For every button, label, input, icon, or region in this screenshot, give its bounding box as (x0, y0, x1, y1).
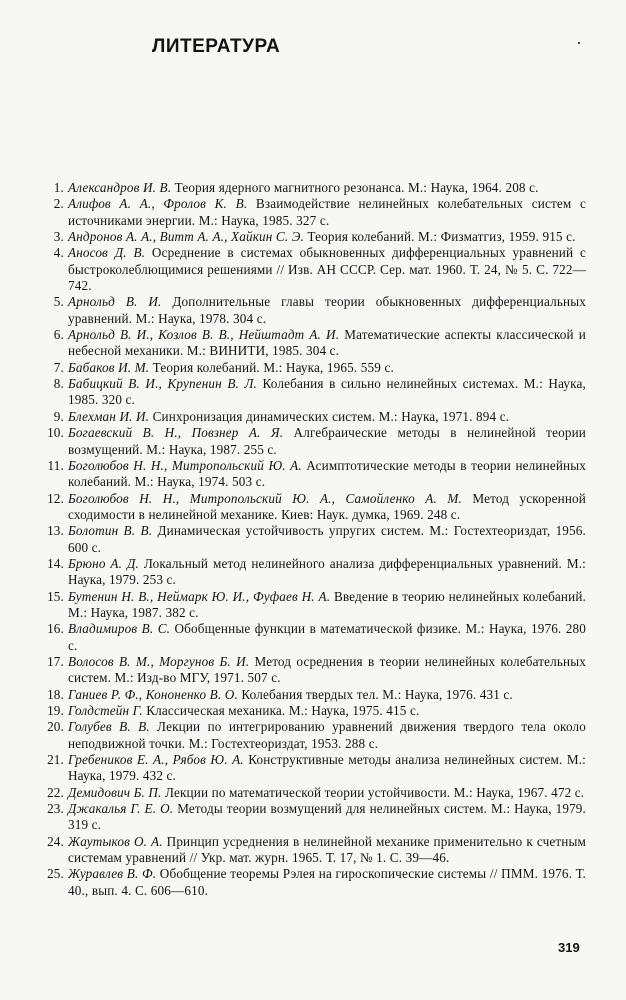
reference-number: 9. (53, 408, 64, 424)
reference-text: Математические аспекты классической и небесной механики. М.: ВИНИТИ, 1985. 304 с. (68, 327, 586, 359)
reference-number: 18. (47, 686, 64, 702)
reference-number: 19. (47, 703, 64, 718)
reference-item (38, 785, 586, 801)
reference-number: 22. (47, 784, 64, 800)
reference-number: 2. (53, 196, 64, 212)
reference-authors: Журавлев В. Ф. (68, 866, 157, 882)
reference-authors: Голубев В. В. (68, 719, 150, 735)
reference-item (38, 245, 586, 294)
reference-text: Теория колебаний. М.: Физматгиз, 1959. 915 с. (303, 229, 576, 245)
page-number: 319 (558, 940, 580, 955)
reference-item (38, 834, 586, 867)
reference-number: 6. (53, 327, 64, 343)
reference-text: Классическая механика. М.: Наука, 1975. 415 с. (142, 703, 420, 718)
reference-text: Теория колебаний. М.: Наука, 1965. 559 с. (149, 359, 394, 375)
reference-authors: Боголюбов Н. Н., Митропольский Ю. А., Самойленко А. М. (68, 490, 462, 506)
reference-authors: Аносов Д. В. (68, 245, 146, 261)
reference-item (38, 801, 586, 834)
reference-number: 4. (53, 245, 64, 261)
reference-text: Метод ускоренной сходимости в нелинейной механике. Киев: Наук. думка, 1969. 248 с. (68, 490, 586, 522)
reference-authors: Гребеников Е. А., Рябов Ю. А. (68, 752, 244, 768)
reference-item (38, 752, 586, 785)
reference-number: 21. (47, 752, 64, 768)
reference-text: Синхронизация динамических систем. М.: Наука, 1971. 894 с. (149, 408, 510, 424)
reference-authors: Бабицкий В. И., Крупенин В. Л. (68, 376, 258, 392)
reference-number: 13. (47, 523, 64, 539)
reference-list (38, 180, 586, 899)
reference-item (38, 703, 586, 719)
reference-number: 25. (47, 866, 64, 882)
reference-authors: Брюно А. Д. (68, 555, 139, 571)
reference-number: 7. (53, 359, 64, 375)
reference-text: Осреднение в системах обыкновенных дифференциальных уравнений с быстроколеблющимися решениями // Изв. АН СССР. Сер. мат. 1960. Т. 24, № 5. С. 722—742. (68, 245, 586, 294)
reference-text: Обобщение теоремы Рэлея на гироскопические системы // ПММ. 1976. Т. 40., вып. 4. С. 606—610. (68, 866, 586, 898)
reference-authors: Ганиев Р. Ф., Кононенко В. О. (68, 686, 238, 702)
reference-text: Локальный метод нелинейного анализа дифференциальных уравнений. М.: Наука, 1979. 253 с. (68, 555, 586, 588)
reference-text: Алгебраические методы в нелинейной теории возмущений. М.: Наука, 1987. 255 с. (68, 425, 587, 457)
reference-authors: Демидович Б. П. (68, 784, 162, 800)
reference-number: 15. (47, 588, 64, 604)
reference-authors: Бутенин Н. В., Неймарк Ю. И., Фуфаев Н. А. (68, 588, 331, 604)
reference-authors: Волосов В. М., Моргунов Б. И. (68, 653, 250, 669)
reference-item (38, 458, 586, 491)
reference-number: 3. (53, 229, 64, 245)
reference-text: Асимптотические методы в теории нелинейных колебаний. М.: Наука, 1974. 503 с. (68, 457, 586, 490)
reference-authors: Алифов А. А., Фролов К. В. (68, 196, 248, 212)
reference-text: Введение в теорию нелинейных колебаний. М.: Наука, 1987. 382 с. (68, 588, 587, 620)
reference-item (38, 409, 586, 425)
reference-text: Лекции по интегрированию уравнений движения твердого тела около неподвижной точки. М.: Гостехтеориздат, 1953. 288 с. (68, 719, 586, 751)
reference-text: Обобщенные функции в математической физике. М.: Наука, 1976. 280 с. (68, 621, 587, 653)
reference-item (38, 523, 586, 556)
reference-text: Лекции по математической теории устойчивости. М.: Наука, 1967. 472 с. (161, 784, 585, 800)
reference-item (38, 360, 586, 376)
reference-authors: Андронов А. А., Витт А. А., Хайкин С. Э. (68, 229, 304, 245)
reference-number: 23. (47, 801, 64, 817)
page-title: ЛИТЕРАТУРА (152, 36, 281, 57)
reference-number: 1. (53, 180, 64, 195)
reference-item (38, 621, 586, 654)
reference-authors: Блехман И. И. (68, 408, 150, 424)
reference-authors: Бабаков И. М. (68, 359, 150, 375)
reference-item (38, 196, 586, 229)
reference-text: Колебания твердых тел. М.: Наука, 1976. 431 с. (237, 686, 513, 702)
reference-authors: Джакалья Г. Е. О. (68, 801, 174, 817)
reference-number: 24. (47, 833, 64, 849)
reference-number: 8. (53, 376, 64, 392)
reference-item (38, 180, 586, 196)
reference-authors: Богаевский В. Н., Повзнер А. Я. (68, 425, 284, 441)
reference-number: 5. (53, 294, 64, 310)
reference-text: Теория ядерного магнитного резонанса. М.: Наука, 1964. 208 с. (171, 180, 539, 195)
reference-item (38, 654, 586, 687)
reference-authors: Голдстейн Г. (68, 703, 143, 718)
reference-number: 12. (47, 490, 64, 506)
reference-authors: Боголюбов Н. Н., Митропольский Ю. А. (68, 457, 302, 473)
reference-text: Принцип усреднения в нелинейной механике применительно к счетным системам уравнений // Укр. мат. журн. 1965. Т. 17, № 1. С. 39—46. (68, 833, 586, 866)
reference-text: Взаимодействие нелинейных колебательных систем с источниками энергии. М.: Наука, 1985. 327 с. (68, 196, 586, 228)
reference-text: Метод осреднения в теории нелинейных колебательных систем. М.: Изд-во МГУ, 1971. 507 с. (68, 653, 586, 686)
reference-item (38, 866, 586, 899)
reference-text: Дополнительные главы теории обыкновенных дифференциальных уравнений. М.: Наука, 1978. 304 с. (68, 294, 586, 326)
reference-item (38, 556, 586, 589)
reference-number: 16. (47, 621, 64, 637)
reference-authors: Александров И. В. (68, 180, 172, 195)
reference-authors: Жаутыков О. А. (68, 833, 163, 849)
reference-authors: Арнольд В. И., Козлов В. В., Нейштадт А. И. (68, 327, 340, 343)
reference-item (38, 719, 586, 752)
reference-item (38, 327, 586, 360)
reference-text: Методы теории возмущений для нелинейных систем. М.: Наука, 1979. 319 с. (68, 801, 587, 833)
reference-number: 11. (47, 457, 64, 473)
reference-authors: Арнольд В. И. (68, 294, 162, 310)
reference-text: Динамическая устойчивость упругих систем. М.: Гостехтеориздат, 1956. 600 с. (68, 523, 586, 555)
reference-number: 14. (47, 555, 64, 571)
margin-mark (578, 42, 580, 44)
reference-number: 10. (47, 425, 64, 441)
reference-number: 17. (47, 653, 64, 669)
reference-item (38, 425, 586, 458)
reference-text: Колебания в сильно нелинейных системах. М.: Наука, 1985. 320 с. (68, 376, 586, 408)
reference-number: 20. (47, 719, 64, 735)
reference-item (38, 376, 586, 409)
reference-authors: Болотин В. В. (68, 523, 153, 539)
reference-item (38, 491, 586, 524)
reference-item (38, 229, 586, 245)
reference-item (38, 589, 586, 622)
reference-item (38, 294, 586, 327)
reference-item (38, 687, 586, 703)
reference-text: Конструктивные методы анализа нелинейных систем. М.: Наука, 1979. 432 с. (68, 752, 586, 784)
reference-authors: Владимиров В. С. (68, 621, 171, 637)
